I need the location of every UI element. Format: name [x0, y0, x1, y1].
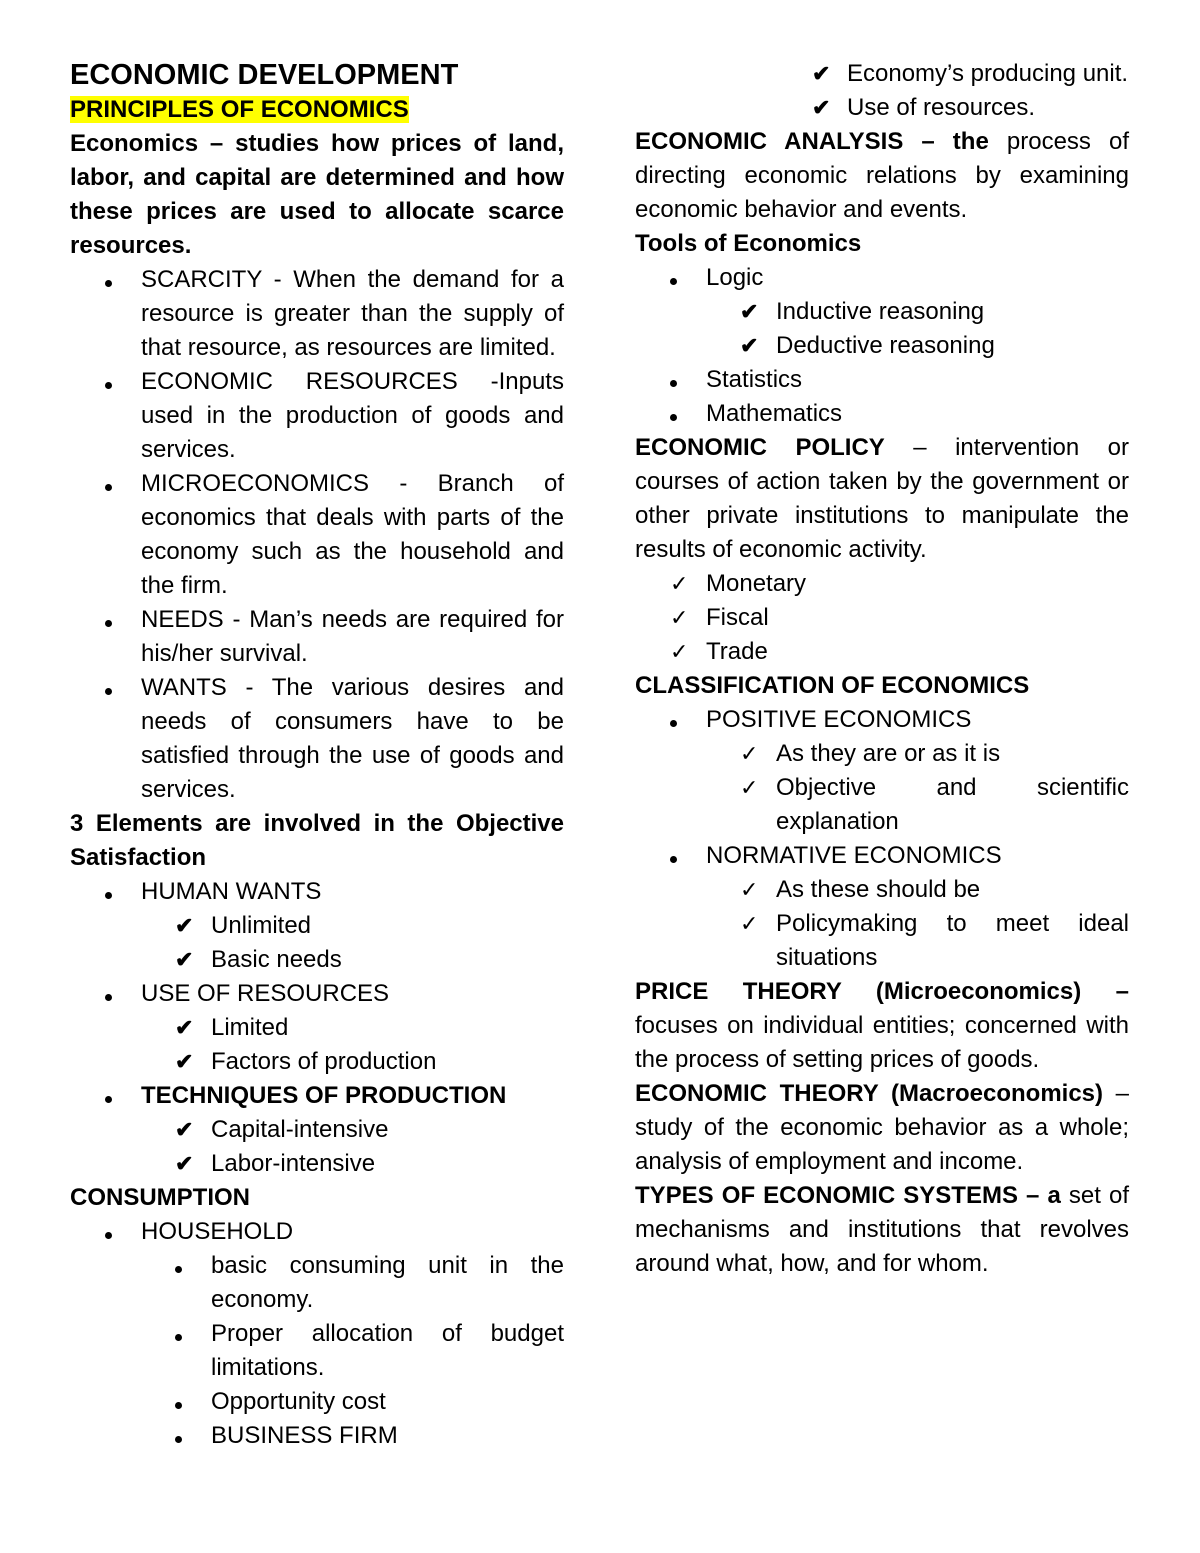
list-item-human-wants	[70, 875, 564, 909]
list-item-label: HOUSEHOLD	[141, 1218, 294, 1245]
subtitle-line	[70, 93, 564, 127]
check-item-text: Deductive reasoning	[776, 332, 995, 359]
list-item-statistics	[635, 363, 1129, 397]
definition-text: – study of the economic behavior as a whole; analysis of employment and income.	[635, 1080, 1129, 1175]
elements-heading: 3 Elements are involved in the Objective Satisfaction	[70, 810, 564, 871]
definition-text: set of mechanisms and institutions that revolves around what, how, and for whom.	[635, 1182, 1130, 1277]
concept-needs	[70, 603, 564, 671]
bullet-icon	[175, 1249, 182, 1283]
list-item-techniques	[70, 1079, 564, 1113]
concept-economic-resources	[70, 365, 564, 467]
check-item-text: Unlimited	[211, 912, 312, 939]
tools-heading: Tools of Economics	[635, 230, 862, 257]
concept-term: NEEDS	[141, 606, 224, 633]
bullet-icon	[105, 467, 112, 501]
concept-scarcity	[70, 263, 564, 365]
check-item-text: Fiscal	[706, 604, 769, 631]
check-item	[635, 91, 1129, 125]
list-item-mathematics	[635, 397, 1129, 431]
concept-text: The various desires and needs of consumers have to be satisfied through the use of goods and services.	[141, 674, 564, 803]
check-item	[635, 57, 1129, 91]
check-item-text: Inductive reasoning	[776, 298, 985, 325]
check-item-text: Labor-intensive	[211, 1150, 376, 1177]
checkmark-icon: ✓	[670, 639, 689, 664]
checkmark-icon: ✔	[175, 1117, 194, 1142]
checkmark-icon: ✓	[740, 911, 759, 936]
list-item-label: NORMATIVE ECONOMICS	[706, 842, 1002, 869]
bullet-icon	[105, 671, 112, 705]
concept-term: SCARCITY	[141, 266, 262, 293]
sub-bullet-text: basic consuming unit in the economy.	[211, 1252, 564, 1313]
definition-text: focuses on individual entities; concerned with the process of setting prices of goods.	[635, 1012, 1129, 1073]
bullet-icon	[105, 603, 112, 637]
classification-heading: CLASSIFICATION OF ECONOMICS	[635, 672, 1030, 699]
check-item-text: Policymaking to meet ideal situations	[776, 910, 1129, 971]
list-item-label: USE OF RESOURCES	[141, 980, 390, 1007]
checkmark-icon: ✓	[740, 775, 759, 800]
sub-bullet-text: BUSINESS FIRM	[211, 1422, 398, 1449]
economic-analysis-definition	[635, 125, 1129, 227]
list-item-positive-economics	[635, 703, 1129, 737]
check-item-text: Factors of production	[211, 1048, 437, 1075]
check-item	[635, 907, 1129, 975]
check-item	[635, 601, 1129, 635]
economic-theory-definition	[635, 1077, 1129, 1179]
checkmark-icon: ✔	[740, 299, 759, 324]
bullet-icon	[670, 363, 677, 397]
consumption-heading: CONSUMPTION	[70, 1184, 250, 1211]
sub-bullet-item	[70, 1419, 564, 1453]
list-item-label: HUMAN WANTS	[141, 878, 322, 905]
list-item-label: POSITIVE ECONOMICS	[706, 706, 972, 733]
sub-bullet-item	[70, 1385, 564, 1419]
checkmark-icon: ✔	[175, 947, 194, 972]
concept-term: WANTS	[141, 674, 227, 701]
concept-text: Branch of economics that deals with parts of the economy such as the household and the firm.	[141, 470, 564, 599]
check-item	[635, 635, 1129, 669]
concept-wants	[70, 671, 564, 807]
list-item-label: Mathematics	[706, 400, 843, 427]
concept-separator: -	[457, 368, 499, 395]
concept-text: Man’s needs are required for his/her survival.	[141, 606, 565, 667]
definition-term-suffix: – a	[1017, 1182, 1061, 1209]
check-item	[635, 873, 1129, 907]
definition-text: process of directing economic relations by examining economic behavior and events.	[635, 128, 1129, 223]
check-item	[635, 567, 1129, 601]
highlighted-subtitle: PRINCIPLES OF ECONOMICS	[70, 96, 409, 123]
check-item	[70, 1045, 564, 1079]
checkmark-icon: ✔	[812, 95, 831, 120]
checkmark-icon: ✔	[740, 333, 759, 358]
concept-term: MICROECONOMICS	[141, 470, 369, 497]
check-item	[635, 771, 1129, 839]
check-item	[70, 1147, 564, 1181]
checkmark-icon: ✓	[670, 605, 689, 630]
concept-separator: -	[223, 606, 250, 633]
checkmark-icon: ✔	[812, 61, 831, 86]
bullet-icon	[175, 1317, 182, 1351]
check-item	[635, 295, 1129, 329]
check-item-text: Use of resources.	[847, 94, 1036, 121]
sub-bullet-item	[70, 1249, 564, 1317]
check-item-text: Objective and scientific explanation	[776, 774, 1129, 835]
check-item	[635, 737, 1129, 771]
bullet-icon	[105, 365, 112, 399]
definition-term: TYPES OF ECONOMIC SYSTEMS	[635, 1182, 1018, 1209]
sub-bullet-text: Opportunity cost	[211, 1388, 386, 1415]
checkmark-icon: ✔	[175, 1015, 194, 1040]
checkmark-icon: ✔	[175, 1151, 194, 1176]
check-item-text: As they are or as it is	[776, 740, 1001, 767]
concept-microeconomics	[70, 467, 564, 603]
definition-term: ECONOMIC ANALYSIS – the	[635, 128, 989, 155]
check-item	[70, 1113, 564, 1147]
sub-bullet-item	[70, 1317, 564, 1385]
concept-separator: -	[261, 266, 294, 293]
concept-separator: -	[369, 470, 438, 497]
bullet-icon	[105, 263, 112, 297]
bullet-icon	[175, 1419, 182, 1453]
bullet-icon	[105, 1079, 112, 1113]
price-theory-definition	[635, 975, 1129, 1077]
bullet-icon	[670, 839, 677, 873]
economic-policy-definition	[635, 431, 1129, 567]
concept-text: When the demand for a resource is greater than the supply of that resource, as resources are limited.	[141, 266, 564, 361]
concept-term: ECONOMIC RESOURCES	[141, 368, 458, 395]
checkmark-icon: ✓	[670, 571, 689, 596]
checkmark-icon: ✓	[740, 741, 759, 766]
concept-separator: -	[226, 674, 272, 701]
bullet-icon	[670, 703, 677, 737]
economic-systems-definition	[635, 1179, 1129, 1281]
list-item-use-of-resources	[70, 977, 564, 1011]
checkmark-icon: ✔	[175, 913, 194, 938]
check-item-text: Capital-intensive	[211, 1116, 389, 1143]
bullet-icon	[670, 397, 677, 431]
check-item-text: Trade	[706, 638, 768, 665]
bullet-icon	[105, 1215, 112, 1249]
bullet-icon	[105, 875, 112, 909]
checkmark-icon: ✔	[175, 1049, 194, 1074]
list-item-label: TECHNIQUES OF PRODUCTION	[141, 1082, 507, 1109]
check-item	[70, 943, 564, 977]
list-item-household	[70, 1215, 564, 1249]
concept-text: Inputs used in the production of goods and services.	[141, 368, 564, 463]
checkmark-icon: ✓	[740, 877, 759, 902]
bullet-icon	[670, 261, 677, 295]
list-item-label: Statistics	[706, 366, 803, 393]
economics-definition: Economics – studies how prices of land, labor, and capital are determined and how these prices are used to allocate scarce resources.	[70, 130, 564, 259]
list-item-label: Logic	[706, 264, 764, 291]
definition-term: ECONOMIC THEORY (Macroeconomics)	[635, 1080, 1104, 1107]
bullet-icon	[175, 1385, 182, 1419]
definition-text: – intervention or courses of action taken by the government or other private institutions to manipulate the results of economic activity.	[635, 434, 1129, 563]
left-column	[70, 57, 564, 1453]
check-item-text: Basic needs	[211, 946, 342, 973]
check-item-text: Limited	[211, 1014, 289, 1041]
check-item	[635, 329, 1129, 363]
bullet-icon	[105, 977, 112, 1011]
list-item-logic	[635, 261, 1129, 295]
right-column	[635, 57, 1129, 1281]
document-title: ECONOMIC DEVELOPMENT	[70, 59, 459, 91]
check-item-text: Economy’s producing unit.	[847, 60, 1129, 87]
definition-term: ECONOMIC POLICY	[635, 434, 885, 461]
list-item-normative-economics	[635, 839, 1129, 873]
check-item-text: Monetary	[706, 570, 807, 597]
check-item-text: As these should be	[776, 876, 981, 903]
check-item	[70, 909, 564, 943]
sub-bullet-text: Proper allocation of budget limitations.	[211, 1320, 564, 1381]
check-item	[70, 1011, 564, 1045]
definition-term: PRICE THEORY (Microeconomics) –	[635, 978, 1129, 1005]
